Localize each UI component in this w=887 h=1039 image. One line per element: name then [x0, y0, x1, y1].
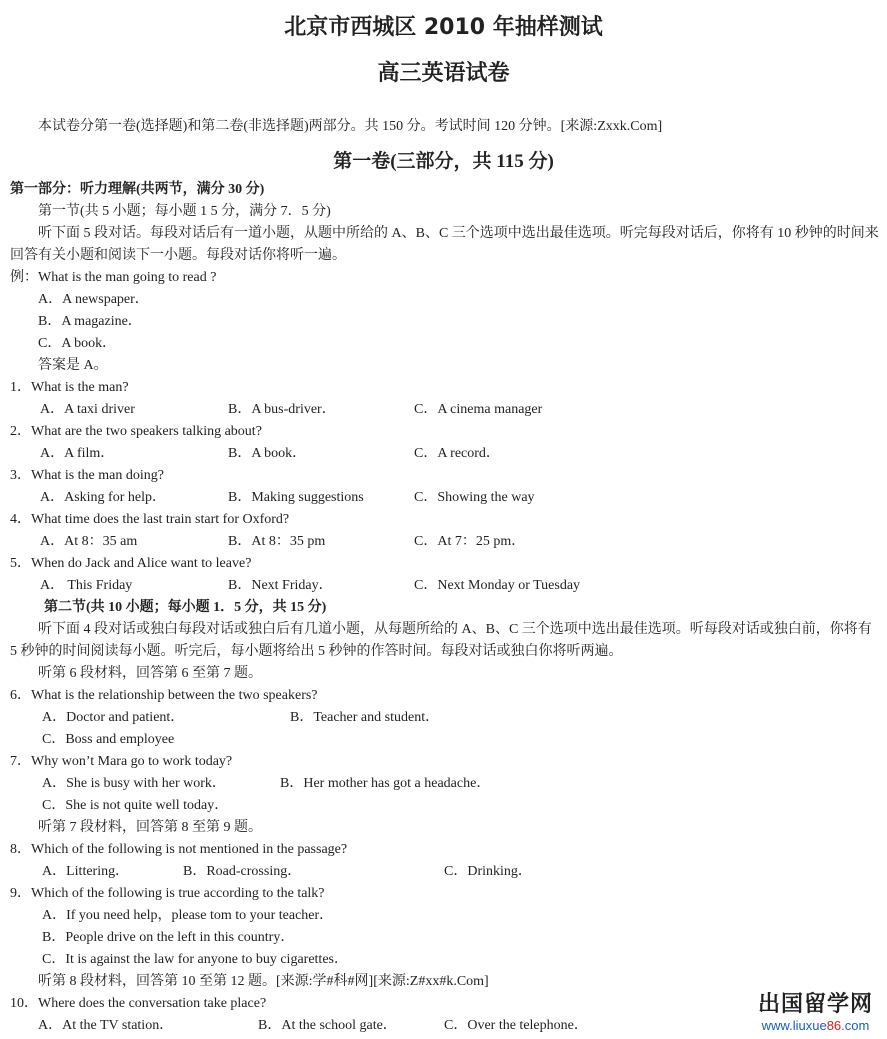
- question-3: 3．What is the man doing?: [10, 468, 164, 483]
- option: C．At 7：25 pm．: [414, 534, 526, 549]
- option: A． This Friday: [40, 578, 133, 593]
- option: C．It is against the law for anyone to buy cigarettes．: [42, 952, 348, 967]
- material-7-note: 听第 7 段材料，回答第 8 至第 9 题。: [38, 820, 262, 835]
- question-10: 10．Where does the conversation take place?: [10, 996, 267, 1011]
- exam-body: [0, 179, 887, 1037]
- intro-text: 本试卷分第一卷(选择题)和第二卷(非选择题)两部分。共 150 分。考试时间 120 分钟。[来源:Zxxk.Com]: [38, 119, 663, 134]
- part1-heading: 第一部分：听力理解(共两节，满分 30 分): [10, 182, 265, 197]
- question-2: 2．What are the two speakers talking about?: [10, 424, 262, 439]
- option: B．People drive on the left in this country．: [42, 930, 295, 945]
- example-option: C．A book．: [38, 336, 117, 351]
- option: C．She is not quite well today．: [42, 798, 229, 813]
- option: C．Next Monday or Tuesday: [414, 578, 581, 593]
- option: B．A bus-driver．: [228, 402, 336, 417]
- option: A．If you need help，please tom to your teacher．: [42, 908, 334, 923]
- site-logo: [758, 987, 873, 1033]
- logo-url-number: 86: [826, 1018, 842, 1033]
- option: A．Littering．: [42, 864, 130, 879]
- volume-heading: 第一卷(三部分，共 115 分): [333, 151, 554, 172]
- option: A．A taxi driver: [40, 402, 135, 417]
- option: C．Drinking．: [444, 864, 532, 879]
- option: B．At 8：35 pm: [228, 534, 326, 549]
- section2-heading: 第二节(共 10 小题；每小题 1．5 分，共 15 分): [44, 600, 327, 615]
- question-5: 5．When do Jack and Alice want to leave?: [10, 556, 252, 571]
- logo-url-prefix: www.liuxue: [761, 1018, 827, 1033]
- document-subtitle: 高三英语试卷: [377, 61, 510, 86]
- option: A．She is busy with her work．: [42, 776, 226, 791]
- material-8-note: 听第 8 段材料，回答第 10 至第 12 题。[来源:学#科#网][来源:Z#xx#k.Com]: [38, 974, 489, 989]
- section2-instructions: 听下面 4 段对话或独白每段对话或独白后有几道小题，从每题所给的 A、B、C 三个选项中选出最佳选项。听每段对话或独白前，你将有 5 秒钟的时间阅读每小题。听完后，每小题将给出 5 秒钟的作答时间。每段对话或独白你将听两遍。: [10, 622, 872, 659]
- question-9: 9．Which of the following is true according to the talk?: [10, 886, 325, 901]
- document-title: 北京市西城区 2010 年抽样测试: [284, 15, 603, 40]
- option: A．Doctor and patient．: [42, 710, 185, 725]
- logo-url-suffix: .com: [841, 1018, 870, 1033]
- section1-instructions: 听下面 5 段对话。每段对话后有一道小题，从题中所给的 A、B、C 三个选项中选出最佳选项。听完每段对话后，你将有 10 秒钟的时间来回答有关小题和阅读下一小题。每段对话你将听一遍。: [10, 226, 879, 263]
- example-question: 例：What is the man going to read ?: [10, 270, 217, 285]
- option: A．A film．: [40, 446, 115, 461]
- option: A．At the TV station．: [38, 1018, 174, 1033]
- question-4: 4．What time does the last train start for Oxford?: [10, 512, 290, 527]
- option: B．At the school gate．: [258, 1018, 397, 1033]
- option: B．A book．: [228, 446, 307, 461]
- example-answer: 答案是 A。: [38, 358, 108, 373]
- option: C．Boss and employee: [42, 732, 175, 747]
- option: B．Making suggestions: [228, 490, 364, 505]
- option: B．Road-crossing．: [183, 864, 302, 879]
- option: C．Over the telephone．: [444, 1018, 588, 1033]
- section1-heading: 第一节(共 5 小题；每小题 1 5 分，满分 7．5 分): [38, 204, 331, 219]
- logo-url: [758, 1018, 873, 1033]
- option: C．A record．: [414, 446, 500, 461]
- question-1: 1．What is the man?: [10, 380, 129, 395]
- option: B．Teacher and student．: [290, 710, 440, 725]
- question-7: 7．Why won’t Mara go to work today?: [10, 754, 233, 769]
- logo-name: 出国留学网: [757, 992, 873, 1017]
- option: A．Asking for help．: [40, 490, 166, 505]
- option: A．At 8：35 am: [40, 534, 138, 549]
- material-6-note: 听第 6 段材料，回答第 6 至第 7 题。: [38, 666, 262, 681]
- example-option: A．A newspaper．: [38, 292, 149, 307]
- question-6: 6．What is the relationship between the two speakers?: [10, 688, 318, 703]
- option: C．A cinema manager: [414, 402, 543, 417]
- option: B．Her mother has got a headache．: [280, 776, 491, 791]
- option: B．Next Friday．: [228, 578, 333, 593]
- option: C．Showing the way: [414, 490, 535, 505]
- example-option: B．A magazine．: [38, 314, 142, 329]
- question-8: 8．Which of the following is not mentioned in the passage?: [10, 842, 348, 857]
